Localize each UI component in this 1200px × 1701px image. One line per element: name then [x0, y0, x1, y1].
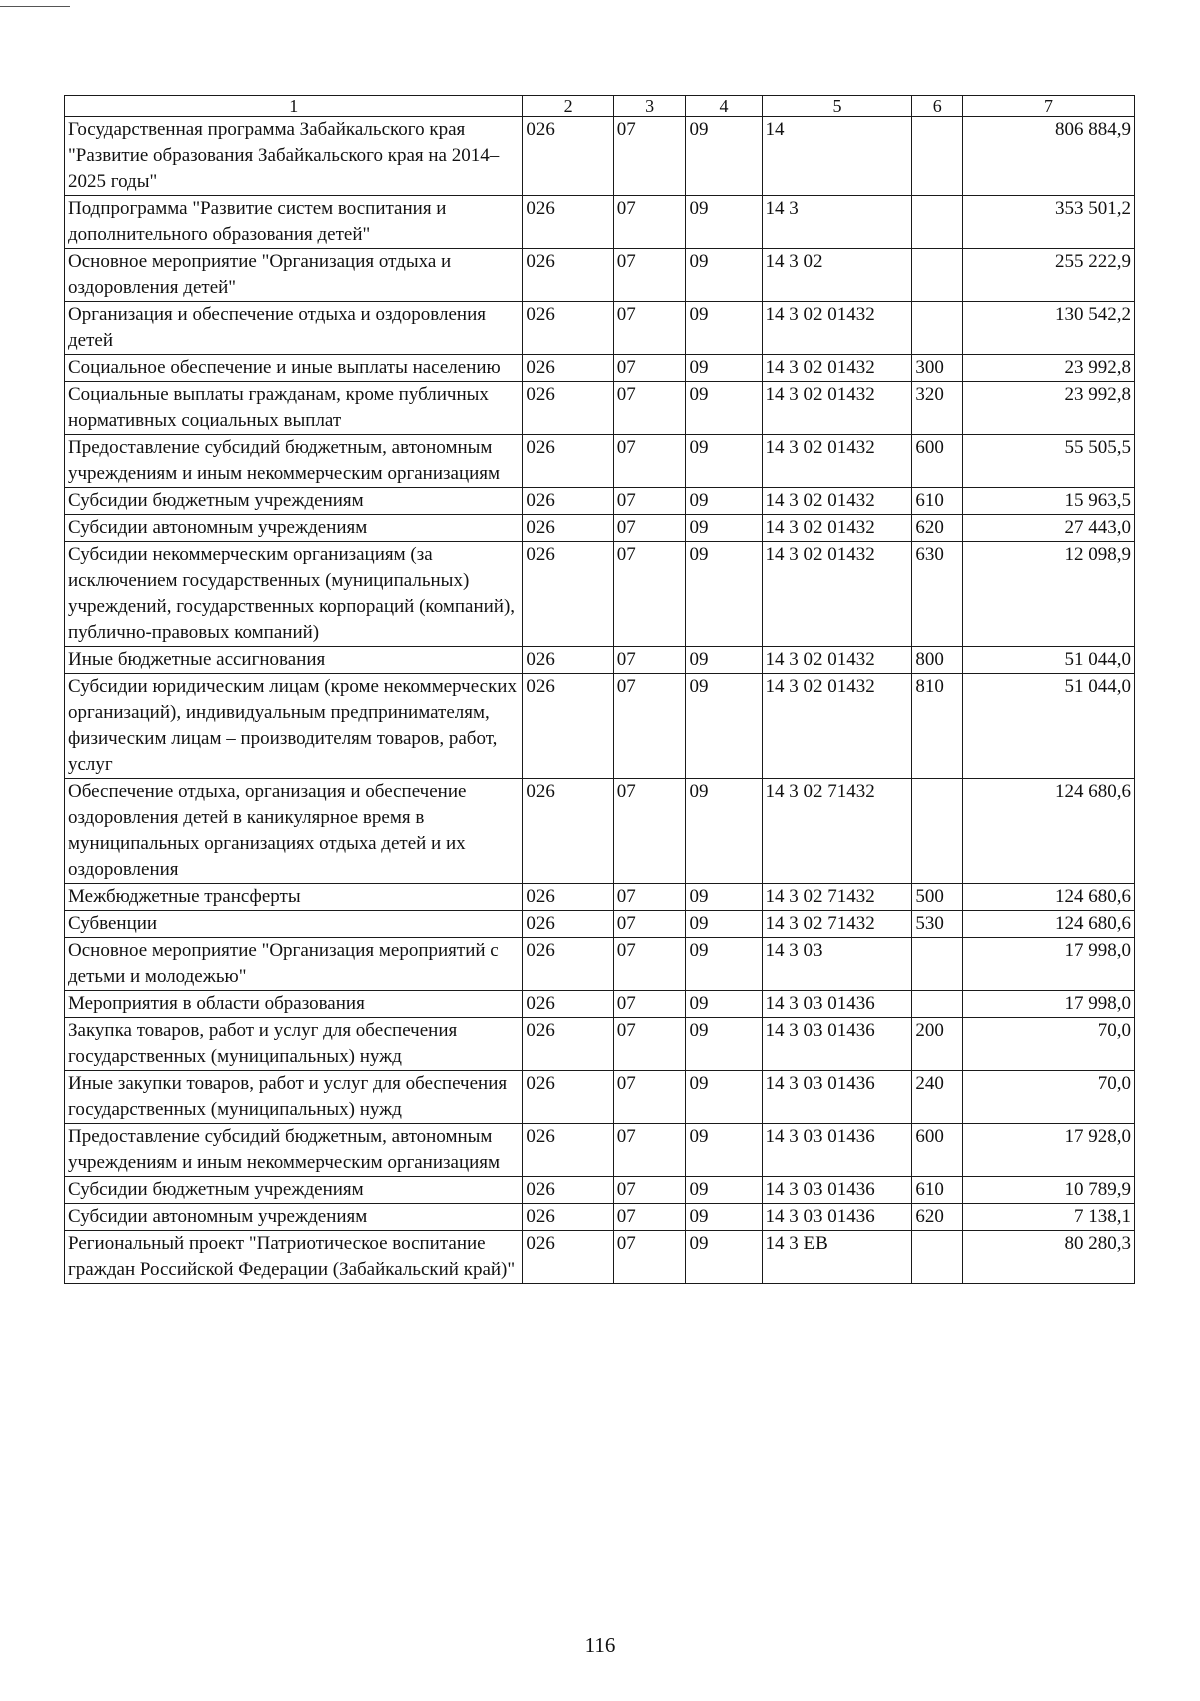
cell-section: 07 — [613, 1177, 686, 1204]
cell-amount: 17 998,0 — [963, 991, 1135, 1018]
cell-subsection: 09 — [686, 674, 762, 779]
cell-expense-type: 630 — [912, 542, 963, 647]
cell-section: 07 — [613, 435, 686, 488]
cell-target-article: 14 3 03 01436 — [762, 991, 912, 1018]
table-row — [65, 515, 1135, 542]
cell-amount: 17 998,0 — [963, 938, 1135, 991]
cell-ministry-code: 026 — [523, 1124, 613, 1177]
cell-section: 07 — [613, 382, 686, 435]
cell-name: Основное мероприятие "Организация мероприятий с детьми и молодежью" — [65, 938, 523, 991]
cell-subsection: 09 — [686, 302, 762, 355]
cell-target-article: 14 3 02 01432 — [762, 435, 912, 488]
cell-target-article: 14 3 03 — [762, 938, 912, 991]
cell-name: Субсидии юридическим лицам (кроме некоммерческих организаций), индивидуальным предпринимателям, физическим лицам – производителям товаров, работ, услуг — [65, 674, 523, 779]
cell-target-article: 14 3 02 01432 — [762, 488, 912, 515]
cell-target-article: 14 3 02 — [762, 249, 912, 302]
cell-name: Иные закупки товаров, работ и услуг для обеспечения государственных (муниципальных) нужд — [65, 1071, 523, 1124]
cell-subsection: 09 — [686, 938, 762, 991]
cell-expense-type: 800 — [912, 647, 963, 674]
cell-section: 07 — [613, 355, 686, 382]
cell-amount: 10 789,9 — [963, 1177, 1135, 1204]
cell-subsection: 09 — [686, 488, 762, 515]
cell-amount: 17 928,0 — [963, 1124, 1135, 1177]
cell-ministry-code: 026 — [523, 515, 613, 542]
cell-amount: 255 222,9 — [963, 249, 1135, 302]
cell-section: 07 — [613, 674, 686, 779]
cell-section: 07 — [613, 991, 686, 1018]
cell-name: Обеспечение отдыха, организация и обеспечение оздоровления детей в каникулярное время в муниципальных организациях отдыха детей и их оздоровления — [65, 779, 523, 884]
cell-amount: 23 992,8 — [963, 382, 1135, 435]
cell-ministry-code: 026 — [523, 435, 613, 488]
cell-target-article: 14 3 03 01436 — [762, 1071, 912, 1124]
cell-amount: 124 680,6 — [963, 884, 1135, 911]
cell-name: Государственная программа Забайкальского края "Развитие образования Забайкальского края на 2014–2025 годы" — [65, 117, 523, 196]
table-row — [65, 1124, 1135, 1177]
cell-section: 07 — [613, 1124, 686, 1177]
table-row — [65, 196, 1135, 249]
scan-edge-rule — [0, 6, 70, 7]
cell-name: Субсидии автономным учреждениям — [65, 515, 523, 542]
cell-ministry-code: 026 — [523, 911, 613, 938]
cell-ministry-code: 026 — [523, 488, 613, 515]
table-row — [65, 1071, 1135, 1124]
cell-subsection: 09 — [686, 382, 762, 435]
header-col-2: 2 — [523, 96, 613, 117]
cell-target-article: 14 3 02 01432 — [762, 355, 912, 382]
page-number: 116 — [584, 1633, 616, 1657]
cell-name: Субсидии бюджетным учреждениям — [65, 1177, 523, 1204]
cell-subsection: 09 — [686, 779, 762, 884]
table-row — [65, 435, 1135, 488]
table-row — [65, 991, 1135, 1018]
cell-name: Региональный проект "Патриотическое воспитание граждан Российской Федерации (Забайкальский край)" — [65, 1231, 523, 1284]
cell-target-article: 14 3 02 71432 — [762, 911, 912, 938]
cell-target-article: 14 3 03 01436 — [762, 1177, 912, 1204]
cell-amount: 55 505,5 — [963, 435, 1135, 488]
cell-name: Основное мероприятие "Организация отдыха и оздоровления детей" — [65, 249, 523, 302]
cell-name: Социальное обеспечение и иные выплаты населению — [65, 355, 523, 382]
cell-expense-type — [912, 249, 963, 302]
cell-expense-type — [912, 302, 963, 355]
cell-amount: 15 963,5 — [963, 488, 1135, 515]
table-row — [65, 647, 1135, 674]
cell-ministry-code: 026 — [523, 355, 613, 382]
cell-expense-type: 600 — [912, 1124, 963, 1177]
table-row — [65, 938, 1135, 991]
cell-ministry-code: 026 — [523, 382, 613, 435]
cell-target-article: 14 3 03 01436 — [762, 1204, 912, 1231]
cell-subsection: 09 — [686, 515, 762, 542]
cell-expense-type: 530 — [912, 911, 963, 938]
cell-amount: 7 138,1 — [963, 1204, 1135, 1231]
cell-amount: 353 501,2 — [963, 196, 1135, 249]
cell-subsection: 09 — [686, 435, 762, 488]
cell-name: Предоставление субсидий бюджетным, автономным учреждениям и иным некоммерческим организациям — [65, 435, 523, 488]
table-row — [65, 911, 1135, 938]
cell-amount: 23 992,8 — [963, 355, 1135, 382]
table-body — [65, 117, 1135, 1284]
cell-section: 07 — [613, 884, 686, 911]
cell-subsection: 09 — [686, 1071, 762, 1124]
cell-expense-type: 300 — [912, 355, 963, 382]
cell-subsection: 09 — [686, 117, 762, 196]
cell-subsection: 09 — [686, 1177, 762, 1204]
cell-ministry-code: 026 — [523, 1231, 613, 1284]
table-row — [65, 249, 1135, 302]
table-row — [65, 779, 1135, 884]
cell-section: 07 — [613, 515, 686, 542]
cell-subsection: 09 — [686, 647, 762, 674]
table-row — [65, 1177, 1135, 1204]
cell-amount: 124 680,6 — [963, 779, 1135, 884]
cell-expense-type — [912, 117, 963, 196]
table-row — [65, 1204, 1135, 1231]
cell-section: 07 — [613, 196, 686, 249]
cell-ministry-code: 026 — [523, 674, 613, 779]
cell-subsection: 09 — [686, 196, 762, 249]
cell-expense-type — [912, 938, 963, 991]
cell-name: Иные бюджетные ассигнования — [65, 647, 523, 674]
header-col-7: 7 — [963, 96, 1135, 117]
cell-ministry-code: 026 — [523, 249, 613, 302]
cell-subsection: 09 — [686, 355, 762, 382]
cell-amount: 124 680,6 — [963, 911, 1135, 938]
cell-section: 07 — [613, 779, 686, 884]
cell-target-article: 14 3 02 01432 — [762, 674, 912, 779]
cell-ministry-code: 026 — [523, 779, 613, 884]
cell-expense-type — [912, 196, 963, 249]
cell-section: 07 — [613, 647, 686, 674]
cell-amount: 51 044,0 — [963, 647, 1135, 674]
cell-target-article: 14 — [762, 117, 912, 196]
header-col-3: 3 — [613, 96, 686, 117]
header-col-6: 6 — [912, 96, 963, 117]
cell-name: Мероприятия в области образования — [65, 991, 523, 1018]
cell-amount: 70,0 — [963, 1071, 1135, 1124]
cell-name: Субсидии автономным учреждениям — [65, 1204, 523, 1231]
table-header — [65, 96, 1135, 117]
cell-amount: 12 098,9 — [963, 542, 1135, 647]
cell-ministry-code: 026 — [523, 1204, 613, 1231]
cell-name: Субсидии бюджетным учреждениям — [65, 488, 523, 515]
cell-ministry-code: 026 — [523, 647, 613, 674]
cell-expense-type: 600 — [912, 435, 963, 488]
table-row — [65, 674, 1135, 779]
cell-ministry-code: 026 — [523, 1071, 613, 1124]
cell-target-article: 14 3 03 01436 — [762, 1018, 912, 1071]
cell-subsection: 09 — [686, 991, 762, 1018]
cell-ministry-code: 026 — [523, 302, 613, 355]
cell-target-article: 14 3 02 71432 — [762, 884, 912, 911]
cell-ministry-code: 026 — [523, 938, 613, 991]
cell-amount: 27 443,0 — [963, 515, 1135, 542]
cell-subsection: 09 — [686, 1231, 762, 1284]
cell-expense-type — [912, 1231, 963, 1284]
table-row — [65, 1231, 1135, 1284]
cell-ministry-code: 026 — [523, 1018, 613, 1071]
cell-target-article: 14 3 02 01432 — [762, 382, 912, 435]
table-row — [65, 302, 1135, 355]
cell-section: 07 — [613, 117, 686, 196]
cell-amount: 51 044,0 — [963, 674, 1135, 779]
cell-name: Подпрограмма "Развитие систем воспитания и дополнительного образования детей" — [65, 196, 523, 249]
cell-subsection: 09 — [686, 1018, 762, 1071]
cell-ministry-code: 026 — [523, 117, 613, 196]
cell-expense-type — [912, 779, 963, 884]
cell-name: Организация и обеспечение отдыха и оздоровления детей — [65, 302, 523, 355]
cell-subsection: 09 — [686, 884, 762, 911]
table-row — [65, 542, 1135, 647]
cell-subsection: 09 — [686, 911, 762, 938]
table-row — [65, 488, 1135, 515]
table-row — [65, 1018, 1135, 1071]
cell-target-article: 14 3 02 71432 — [762, 779, 912, 884]
cell-section: 07 — [613, 302, 686, 355]
table-row — [65, 884, 1135, 911]
cell-section: 07 — [613, 249, 686, 302]
cell-expense-type: 320 — [912, 382, 963, 435]
cell-section: 07 — [613, 938, 686, 991]
cell-section: 07 — [613, 1231, 686, 1284]
header-col-4: 4 — [686, 96, 762, 117]
cell-name: Субвенции — [65, 911, 523, 938]
cell-expense-type: 240 — [912, 1071, 963, 1124]
cell-expense-type: 610 — [912, 488, 963, 515]
cell-ministry-code: 026 — [523, 991, 613, 1018]
cell-expense-type: 810 — [912, 674, 963, 779]
cell-target-article: 14 3 03 01436 — [762, 1124, 912, 1177]
table-row — [65, 117, 1135, 196]
cell-target-article: 14 3 02 01432 — [762, 515, 912, 542]
cell-target-article: 14 3 02 01432 — [762, 302, 912, 355]
cell-amount: 130 542,2 — [963, 302, 1135, 355]
cell-amount: 80 280,3 — [963, 1231, 1135, 1284]
cell-ministry-code: 026 — [523, 884, 613, 911]
cell-subsection: 09 — [686, 1204, 762, 1231]
header-col-5: 5 — [762, 96, 912, 117]
header-row — [65, 96, 1135, 117]
cell-ministry-code: 026 — [523, 542, 613, 647]
cell-target-article: 14 3 — [762, 196, 912, 249]
cell-ministry-code: 026 — [523, 196, 613, 249]
cell-expense-type: 610 — [912, 1177, 963, 1204]
cell-name: Закупка товаров, работ и услуг для обеспечения государственных (муниципальных) нужд — [65, 1018, 523, 1071]
cell-section: 07 — [613, 1204, 686, 1231]
cell-target-article: 14 3 02 01432 — [762, 647, 912, 674]
cell-name: Социальные выплаты гражданам, кроме публичных нормативных социальных выплат — [65, 382, 523, 435]
table-row — [65, 382, 1135, 435]
cell-section: 07 — [613, 1018, 686, 1071]
cell-target-article: 14 3 02 01432 — [762, 542, 912, 647]
cell-amount: 70,0 — [963, 1018, 1135, 1071]
cell-section: 07 — [613, 542, 686, 647]
cell-section: 07 — [613, 911, 686, 938]
cell-subsection: 09 — [686, 542, 762, 647]
table-row — [65, 355, 1135, 382]
cell-expense-type: 620 — [912, 515, 963, 542]
cell-expense-type — [912, 991, 963, 1018]
budget-table — [64, 95, 1135, 1284]
cell-section: 07 — [613, 1071, 686, 1124]
cell-ministry-code: 026 — [523, 1177, 613, 1204]
cell-amount: 806 884,9 — [963, 117, 1135, 196]
header-col-1: 1 — [65, 96, 523, 117]
cell-expense-type: 500 — [912, 884, 963, 911]
cell-expense-type: 620 — [912, 1204, 963, 1231]
cell-name: Предоставление субсидий бюджетным, автономным учреждениям и иным некоммерческим организациям — [65, 1124, 523, 1177]
cell-name: Субсидии некоммерческим организациям (за исключением государственных (муниципальных) учреждений, государственных корпораций (компаний), публично-правовых компаний) — [65, 542, 523, 647]
cell-expense-type: 200 — [912, 1018, 963, 1071]
cell-target-article: 14 3 EВ — [762, 1231, 912, 1284]
cell-name: Межбюджетные трансферты — [65, 884, 523, 911]
cell-section: 07 — [613, 488, 686, 515]
cell-subsection: 09 — [686, 1124, 762, 1177]
cell-subsection: 09 — [686, 249, 762, 302]
